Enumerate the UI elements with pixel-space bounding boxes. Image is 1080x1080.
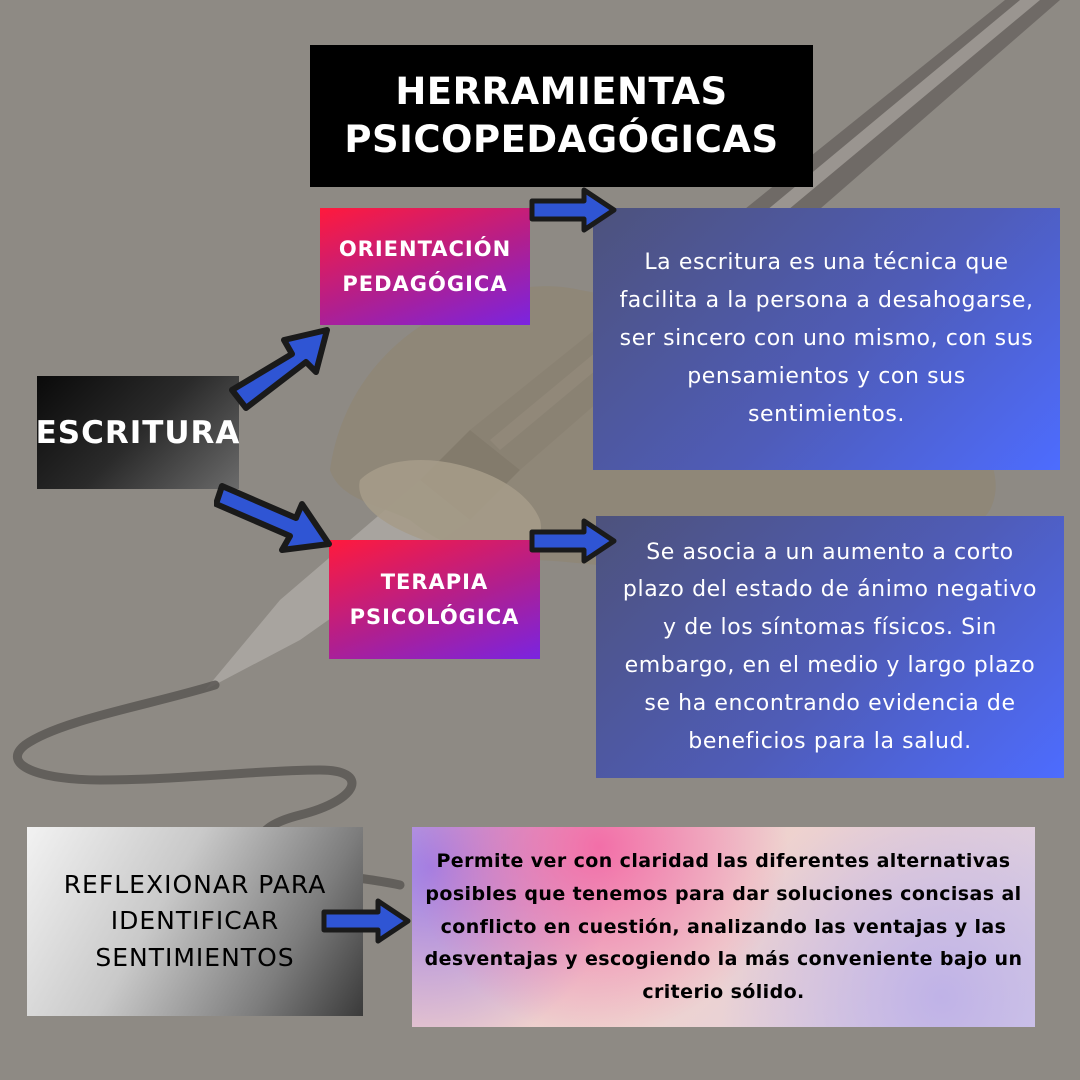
description-2-text: Se asocia a un aumento a corto plazo del estado de ánimo negativo y de los síntomas físicos. Sin embargo, en el medio y largo plazo se ha encontrando evidencia de beneficios para la salud. <box>622 539 1038 754</box>
description-terapia-psicologica <box>596 516 1064 778</box>
branch-2-label-line-2: PSICOLÓGICA <box>349 604 520 629</box>
arrow-icon <box>528 516 620 566</box>
branch-2-label-line-1: TERAPIA <box>380 569 489 594</box>
reflection-label-line-3: SENTIMIENTOS <box>95 942 295 972</box>
description-orientacion-pedagogica <box>593 208 1060 470</box>
root-node-escritura <box>37 376 239 489</box>
arrow-icon <box>214 472 339 556</box>
reflection-label-line-1: REFLEXIONAR PARA <box>63 870 327 900</box>
title-line-2: PSICOPEDAGÓGICAS <box>344 118 779 161</box>
branch-1-label-line-2: PEDAGÓGICA <box>342 271 508 296</box>
reflection-description-text: Permite ver con claridad las diferentes alternativas posibles que tenemos para dar soluciones concisas al conflicto en cuestión, analizando las ventajas y las desventajas y escogiendo la más conveniente bajo un criterio sólido. <box>424 849 1023 1004</box>
arrow-icon <box>320 896 415 946</box>
description-1-text: La escritura es una técnica que facilita a la persona a desahogarse, ser sincero con uno mismo, con sus pensamientos y con sus sentimientos. <box>619 250 1034 427</box>
root-label: ESCRITURA <box>35 414 241 451</box>
branch-1-label-line-1: ORIENTACIÓN <box>338 236 512 261</box>
page-title <box>310 45 813 187</box>
title-line-1: HERRAMIENTAS <box>395 69 728 113</box>
reflection-label-line-2: IDENTIFICAR <box>110 906 280 936</box>
branch-orientacion-pedagogica <box>320 208 530 325</box>
branch-terapia-psicologica <box>329 540 540 659</box>
reflection-node <box>27 827 363 1016</box>
arrow-icon <box>528 185 620 235</box>
reflection-description <box>412 827 1035 1027</box>
arrow-icon <box>222 318 337 418</box>
